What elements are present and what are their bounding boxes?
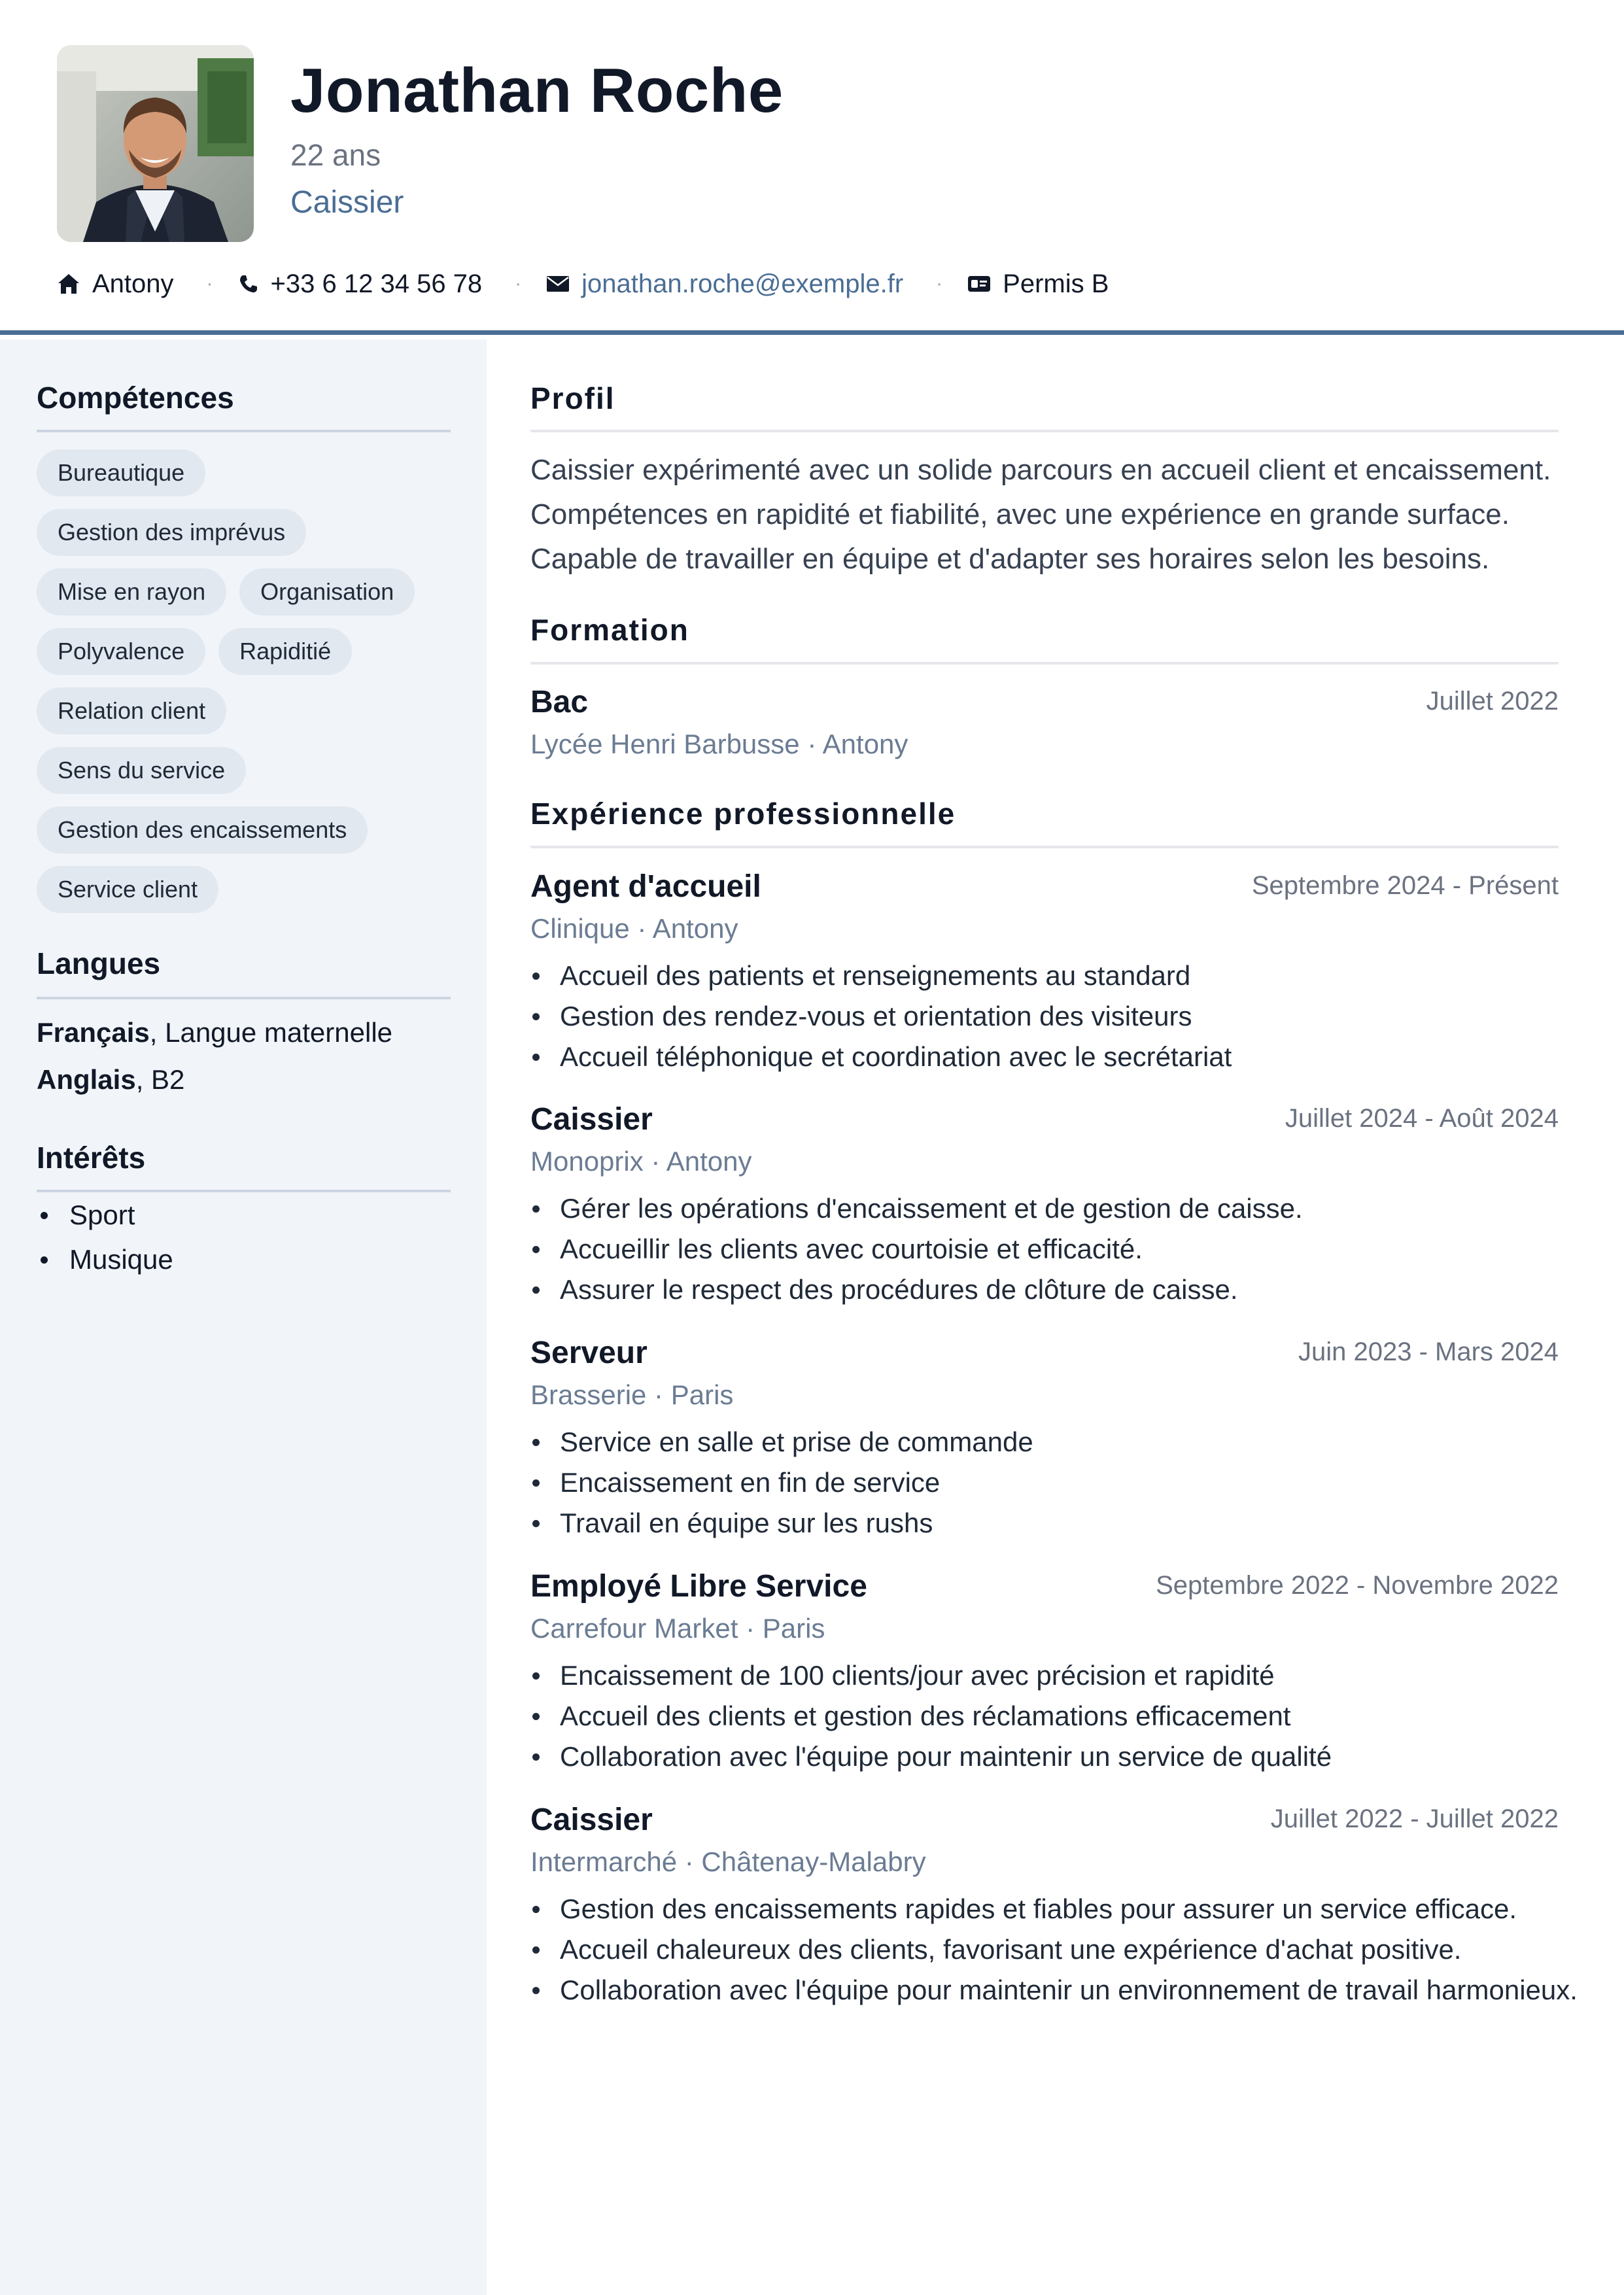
job-bullet: Assurer le respect des procédures de clôture de caisse. [530,1269,1577,1310]
job-bullet: Encaissement de 100 clients/jour avec précision et rapidité [530,1655,1577,1696]
skill-chip: Rapiditié [218,628,352,675]
languages-divider [37,997,451,999]
skills-divider [37,430,451,432]
job-bullet: Accueil des patients et renseignements au standard [530,956,1577,996]
job-bullets [530,1188,1577,1310]
education-place: Lycée Henri Barbusse · Antony [530,729,908,759]
contact-email[interactable]: jonathan.roche@exemple.fr [546,269,903,299]
interest-item: Sport [37,1193,173,1237]
job-bullet: Encaissement en fin de service [530,1462,1577,1503]
job-bullet: Service en salle et prise de commande [530,1422,1577,1462]
profile-heading: Profil [530,381,615,415]
job-bullet: Collaboration avec l'équipe pour maintenir un service de qualité [530,1736,1577,1777]
profile-summary: Caissier expérimenté avec un solide parcours en accueil client et encaissement. Compétences en rapidité et fiabilité, avec une expérience en grande surface. Capable de travailler en équipe et d'adapter ses horaires selon les besoins. [530,454,1551,575]
skill-chip: Organisation [239,568,415,615]
job-title: Caissier [530,1102,653,1137]
job-date: Juillet 2022 - Juillet 2022 [1270,1804,1559,1833]
contact-separator: · [206,273,213,294]
job-title: Caissier [530,1803,653,1837]
job-title: Serveur [530,1336,648,1370]
language-item: Anglais, B2 [37,1064,185,1095]
job-bullet: Gestion des rendez-vous et orientation des visiteurs [530,996,1577,1037]
job-bullets [530,1422,1577,1544]
skill-chip: Relation client [37,687,226,734]
interests-divider [37,1190,451,1192]
job-bullets [530,1889,1577,2010]
candidate-age: 22 ans [290,138,381,172]
skill-chip: Sens du service [37,747,246,794]
job-place: Brasserie · Paris [530,1379,734,1410]
education-title: Bac [530,685,589,719]
job-place: Carrefour Market · Paris [530,1613,825,1644]
job-date: Juillet 2024 - Août 2024 [1285,1104,1559,1133]
job-bullet: Travail en équipe sur les rushs [530,1503,1577,1544]
job-title: Agent d'accueil [530,869,761,904]
job-bullet: Accueil des clients et gestion des réclamations efficacement [530,1696,1577,1736]
language-item: Français, Langue maternelle [37,1017,393,1048]
contact-license: Permis B [967,269,1109,299]
job-bullet: Accueillir les clients avec courtoisie et efficacité. [530,1229,1577,1269]
skill-chip: Service client [37,866,218,913]
contact-bar [57,264,1109,303]
interests-heading: Intérêts [37,1141,146,1175]
sidebar [0,339,487,2295]
job-title: Employé Libre Service [530,1569,867,1604]
education-heading: Formation [530,613,689,647]
resume-header [0,0,1624,335]
job-date: Juin 2023 - Mars 2024 [1298,1337,1559,1366]
job-bullets [530,956,1577,1077]
skill-chip: Gestion des encaissements [37,806,368,854]
experience-divider [530,846,1559,848]
id-card-icon [967,275,991,293]
home-icon [57,273,80,295]
contact-separator: · [515,273,522,294]
languages-heading: Langues [37,946,161,980]
phone-icon [238,273,259,294]
education-date: Juillet 2022 [1426,687,1559,716]
interests-list [37,1193,173,1282]
job-bullet: Gestion des encaissements rapides et fiables pour assurer un service efficace. [530,1889,1577,1929]
interest-item: Musique [37,1237,173,1282]
job-place: Monoprix · Antony [530,1146,752,1177]
contact-phone[interactable]: +33 6 12 34 56 78 [238,269,483,299]
skill-chip: Bureautique [37,449,205,496]
contact-city: Antony [57,269,174,299]
profile-divider [530,430,1559,432]
mail-icon [546,275,570,292]
education-divider [530,662,1559,664]
skill-chip: Mise en rayon [37,568,226,615]
job-date: Septembre 2024 - Présent [1251,871,1559,900]
job-place: Clinique · Antony [530,913,738,944]
job-bullets [530,1655,1577,1777]
skills-list [37,449,455,925]
job-place: Intermarché · Châtenay-Malabry [530,1846,926,1877]
profile-photo [57,45,254,242]
job-bullet: Collaboration avec l'équipe pour maintenir un environnement de travail harmonieux. [530,1970,1577,2010]
skills-heading: Compétences [37,381,234,415]
job-bullet: Gérer les opérations d'encaissement et de gestion de caisse. [530,1188,1577,1229]
skill-chip: Polyvalence [37,628,205,675]
contact-separator: · [936,273,943,294]
skill-chip: Gestion des imprévus [37,509,306,556]
candidate-name: Jonathan Roche [290,56,784,126]
candidate-job-title: Caissier [290,185,404,220]
experience-heading: Expérience professionnelle [530,797,956,831]
job-bullet: Accueil téléphonique et coordination avec le secrétariat [530,1037,1577,1077]
job-date: Septembre 2022 - Novembre 2022 [1156,1571,1559,1600]
job-bullet: Accueil chaleureux des clients, favorisant une expérience d'achat positive. [530,1929,1577,1970]
